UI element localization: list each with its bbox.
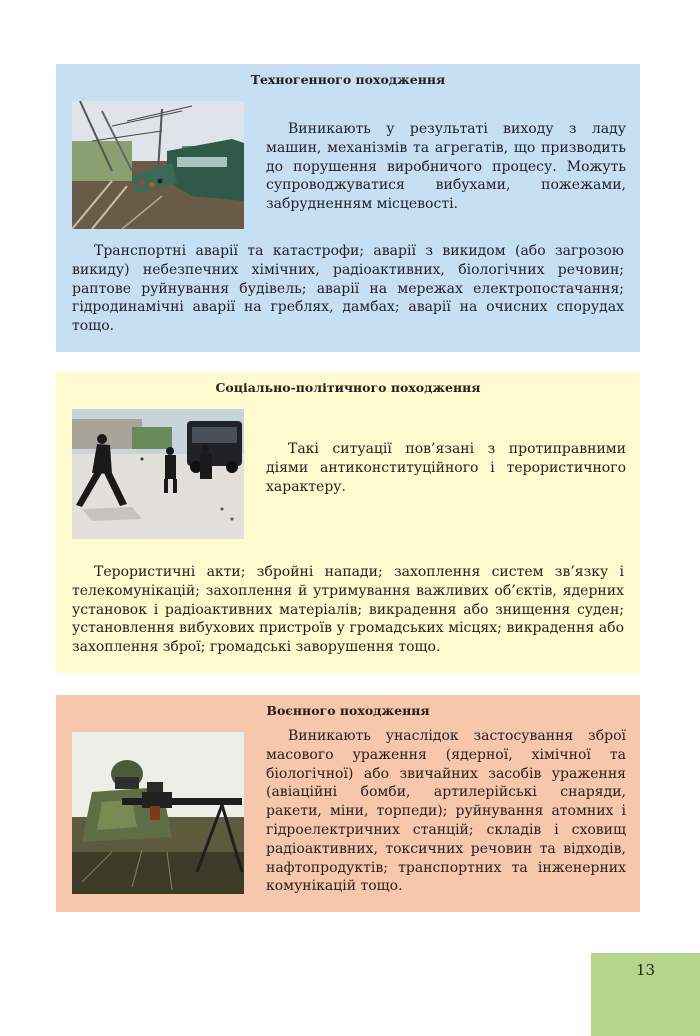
military-section [56,695,640,912]
technogenic-section [56,64,640,352]
section-title: Соціально-політичного походження [215,380,481,395]
section-description: Виникають у результаті виходу з ладу машин, механізмів та агрегатів, що призводить до порушення виробничого процесу. Можуть супроводжуватися вибухами, пожежами, забрудненням місцевості. [266,121,626,213]
soldier-machine-gun-photo [72,732,244,894]
section-examples: Терористичні акти; збройні напади; захоплення систем зв’язку і телекомунікацій; захоплення й утримування важливих об’єктів, ядерних установок і радіоактивних матеріалів; викрадення або знищення суден; установлення вибухових пристроїв у громадських місцях; викрадення або захоплення зброї; громадські заворушення тощо. [72,564,624,656]
socio-political-section [56,372,640,673]
section-title: Техногенного походження [250,72,446,87]
page-number-tab [591,953,700,1036]
armed-men-photo [72,409,244,539]
section-description: Такі ситуації пов’язані з протиправними діями антиконституційного і терористичного характеру. [266,441,626,495]
section-title: Воєнного походження [266,703,430,718]
train-crash-photo [72,101,244,229]
section-examples: Транспортні аварії та катастрофи; аварії з викидом (або загрозою викиду) небезпечних хімічних, радіоактивних, біологічних речовин; раптове руйнування будівель; аварії на мережах електропостачання; гідродинамічні аварії на греблях, дамбах; аварії на очисних спорудах тощо. [72,243,624,335]
page-number: 13 [635,961,656,979]
section-description: Виникають унаслідок застосування зброї масового ураження (ядерної, хімічної та біологічної) або звичайних засобів ураження (авіаційні бомби, артилерійські снаряди, ракети, міни, торпеди); руйнування атомних і гідроелектричних станцій; складів і сховищ радіоактивних, токсичних речовин та відходів, нафтопродуктів; транспортних та інженерних комунікацій тощо. [266,728,626,895]
